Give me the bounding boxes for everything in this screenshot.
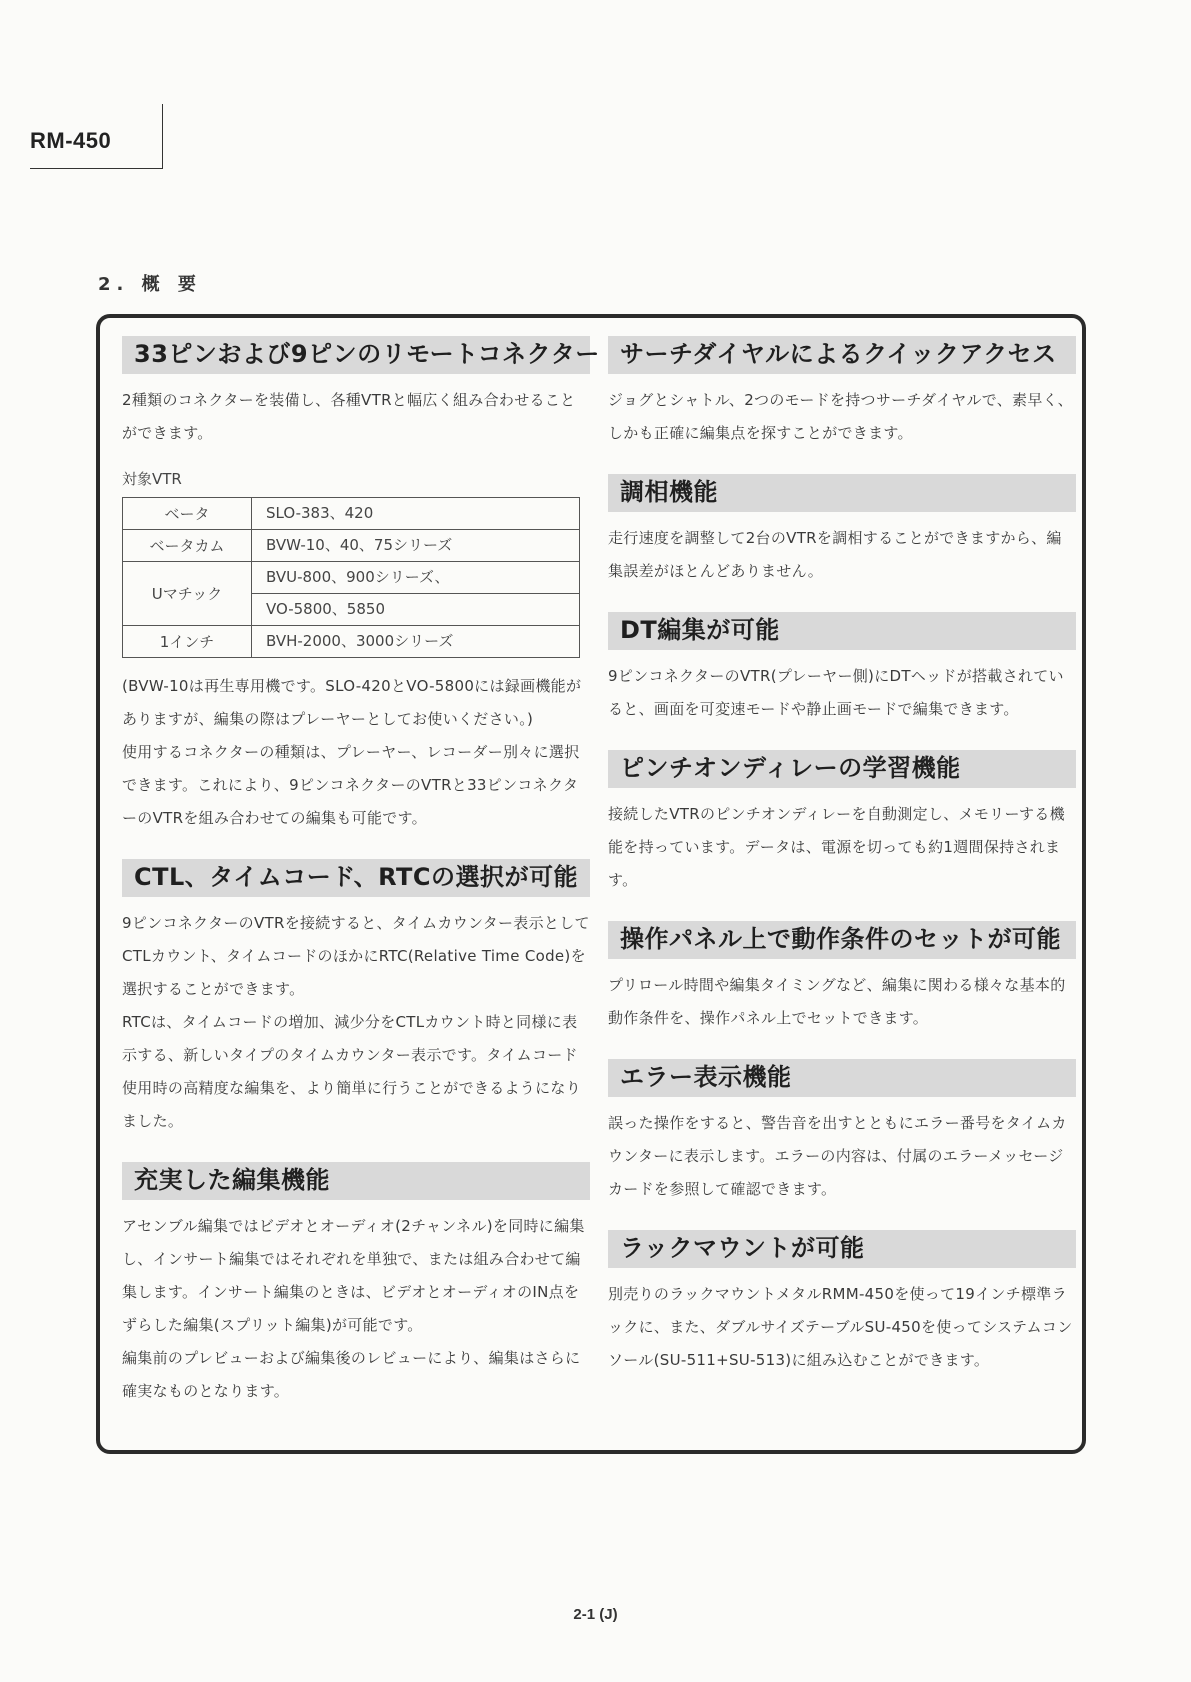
- ctl-body-1: 9ピンコネクターのVTRを接続すると、タイムカウンター表示としてCTLカウント、タイムコードのほかにRTC(Relative Time Code)を選択することができます。: [122, 914, 590, 998]
- feature-body: 9ピンコネクターのVTR(プレーヤー側)にDTヘッドが搭載されていると、画面を可変速モードや静止画モードで編集できます。: [608, 667, 1064, 718]
- feature-block: [608, 750, 1076, 897]
- vtr-table: [122, 497, 580, 658]
- left-column: [122, 336, 600, 1432]
- feature-body: 走行速度を調整して2台のVTRを調相することができますから、編集誤差がほとんどありません。: [608, 529, 1062, 580]
- feature-block: [608, 921, 1076, 1035]
- right-column: [608, 336, 1076, 1401]
- feature-block: [608, 1059, 1076, 1206]
- editing-body-2: 編集前のプレビューおよび編集後のレビューにより、編集はさらに確実なものとなります。: [122, 1349, 581, 1400]
- model-label-box: [30, 104, 163, 169]
- table-row: [123, 626, 580, 658]
- vtr-models: BVU-800、900シリーズ、: [252, 562, 580, 594]
- ctl-heading: CTL、タイムコード、RTCの選択が可能: [122, 859, 590, 897]
- feature-heading: サーチダイヤルによるクイックアクセス: [608, 336, 1076, 374]
- feature-body: プリロール時間や編集タイミングなど、編集に関わる様々な基本的動作条件を、操作パネル上でセットできます。: [608, 976, 1066, 1027]
- table-row: [123, 498, 580, 530]
- vtr-table-caption: 対象VTR: [122, 470, 182, 488]
- overview-frame: [96, 314, 1086, 1454]
- feature-heading: DT編集が可能: [608, 612, 1076, 650]
- vtr-models: BVH-2000、3000シリーズ: [252, 626, 580, 658]
- vtr-models: VO-5800、5850: [252, 594, 580, 626]
- editing-body-1: アセンブル編集ではビデオとオーディオ(2チャンネル)を同時に編集し、インサート編集ではそれぞれを単独で、または組み合わせて編集します。インサート編集のときは、ビデオとオーディオのIN点をずらした編集(スプリット編集)が可能です。: [122, 1217, 585, 1334]
- feature-body: 誤った操作をすると、警告音を出すとともにエラー番号をタイムカウンターに表示します。エラーの内容は、付属のエラーメッセージカードを参照して確認できます。: [608, 1114, 1067, 1198]
- feature-heading: 操作パネル上で動作条件のセットが可能: [608, 921, 1076, 959]
- connector-note: (BVW-10は再生専用機です。SLO-420とVO-5800には録画機能がありますが、編集の際はプレーヤーとしてお使いください。): [122, 677, 582, 728]
- feature-heading: ラックマウントが可能: [608, 1230, 1076, 1268]
- feature-block: [608, 612, 1076, 726]
- model-number: RM-450: [30, 128, 112, 153]
- feature-heading: 調相機能: [608, 474, 1076, 512]
- feature-body: 接続したVTRのピンチオンディレーを自動測定し、メモリーする機能を持っています。データは、電源を切っても約1週間保持されます。: [608, 805, 1065, 889]
- feature-block: [608, 474, 1076, 588]
- vtr-type: Uマチック: [123, 562, 252, 626]
- page-number: 2-1 (J): [573, 1606, 618, 1623]
- connector-body: 使用するコネクターの種類は、プレーヤー、レコーダー別々に選択できます。これにより、9ピンコネクターのVTRと33ピンコネクターのVTRを組み合わせての編集も可能です。: [122, 743, 580, 827]
- feature-heading: ピンチオンディレーの学習機能: [608, 750, 1076, 788]
- section-heading: 2. 概 要: [98, 274, 202, 295]
- vtr-type: 1インチ: [123, 626, 252, 658]
- connector-block: [122, 336, 600, 835]
- vtr-models: SLO-383、420: [252, 498, 580, 530]
- table-row: [123, 562, 580, 594]
- vtr-type: ベータ: [123, 498, 252, 530]
- feature-body: ジョグとシャトル、2つのモードを持つサーチダイヤルで、素早く、しかも正確に編集点を探すことができます。: [608, 391, 1073, 442]
- ctl-body-2: RTCは、タイムコードの増加、減少分をCTLカウント時と同様に表示する、新しいタイプのタイムカウンター表示です。タイムコード使用時の高精度な編集を、より簡単に行うことができるようになりました。: [122, 1013, 582, 1130]
- editing-heading: 充実した編集機能: [122, 1162, 590, 1200]
- feature-body: 別売りのラックマウントメタルRMM-450を使って19インチ標準ラックに、また、ダブルサイズテーブルSU-450を使ってシステムコンソール(SU-511+SU-513)に組み込むことができます。: [608, 1285, 1073, 1369]
- feature-block: [608, 1230, 1076, 1377]
- table-row: [123, 530, 580, 562]
- connector-heading: 33ピンおよび9ピンのリモートコネクター: [122, 336, 590, 374]
- vtr-models: BVW-10、40、75シリーズ: [252, 530, 580, 562]
- ctl-block: [122, 859, 590, 1138]
- editing-block: [122, 1162, 590, 1408]
- connector-intro: 2種類のコネクターを装備し、各種VTRと幅広く組み合わせることができます。: [122, 391, 576, 442]
- feature-block: [608, 336, 1076, 450]
- vtr-type: ベータカム: [123, 530, 252, 562]
- feature-heading: エラー表示機能: [608, 1059, 1076, 1097]
